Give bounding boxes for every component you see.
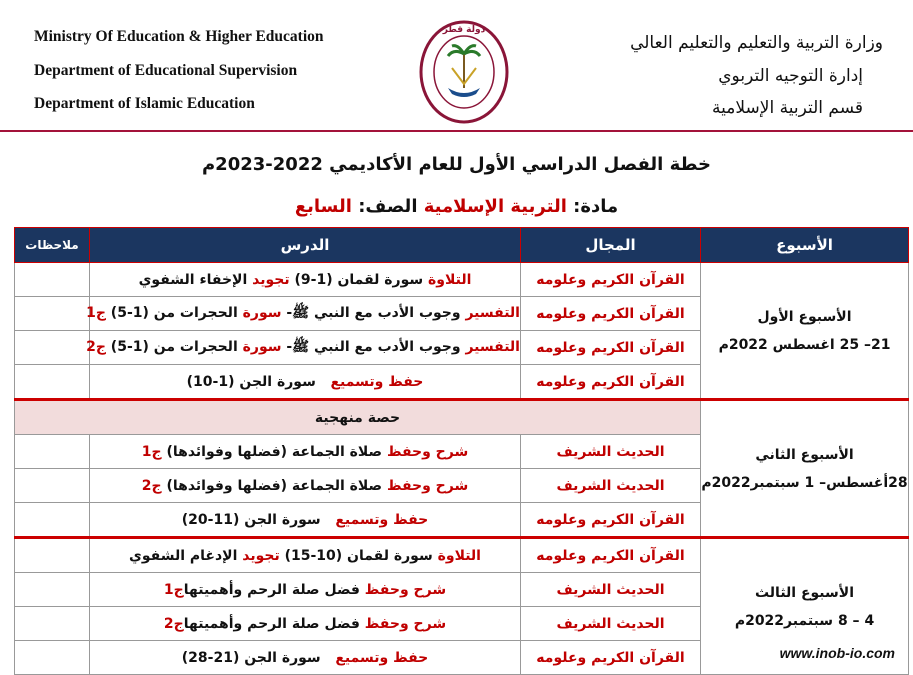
domain-cell: القرآن الكريم وعلومه [521, 263, 701, 297]
plan-table [14, 227, 909, 675]
domain-cell: القرآن الكريم وعلومه [521, 297, 701, 331]
lesson-cell [90, 538, 521, 573]
notes-cell[interactable] [15, 607, 90, 641]
lesson-segment: سورة [242, 338, 282, 355]
grade-label: الصف: [351, 196, 424, 217]
ministry-name-ar: وزارة التربية والتعليم والتعليم العالي [630, 33, 883, 53]
lesson-cell [90, 263, 521, 297]
lesson-cell [90, 503, 521, 538]
lesson-segment: تجويد [252, 271, 290, 288]
svg-text:دولة قطر: دولة قطر [442, 25, 486, 35]
lesson-cell [90, 365, 521, 400]
domain-cell: القرآن الكريم وعلومه [521, 503, 701, 538]
lesson-segment: ج2 [163, 615, 184, 632]
lesson-segment: وجوب الأدب مع النبي ﷺ- [281, 304, 466, 321]
banner-row [15, 400, 909, 435]
watermark: www.inob-io.com [779, 645, 895, 661]
plan-title: خطة الفصل الدراسي الأول للعام الأكاديمي 2022-2023م [201, 154, 712, 175]
subject-name: التربية الإسلامية [423, 196, 567, 217]
notes-cell[interactable] [15, 573, 90, 607]
banner-cell: حصة منهجية [15, 400, 701, 435]
lesson-cell [86, 331, 521, 365]
subject-label: مادة: [566, 196, 619, 217]
header-notes: ملاحظات [15, 228, 90, 263]
header-week: الأسبوع [701, 228, 909, 263]
header-divider [0, 130, 913, 132]
lesson-segment: الإخفاء الشفوي [138, 271, 253, 288]
ministry-name-en: Ministry Of Education & Higher Education [34, 28, 324, 45]
table-row [15, 263, 909, 297]
department-supervision-en: Department of Educational Supervision [34, 62, 298, 79]
lesson-segment: ج2 [141, 477, 162, 494]
lesson-cell [90, 607, 521, 641]
department-islamic-en: Department of Islamic Education [34, 95, 255, 112]
lesson-segment: سورة الجن (1-10) [186, 373, 331, 390]
notes-cell[interactable] [15, 331, 90, 365]
table-row [15, 538, 909, 573]
week-cell [701, 263, 909, 400]
notes-cell[interactable] [15, 435, 90, 469]
lesson-segment: سورة لقمان (1-9) [289, 271, 429, 288]
lesson-cell [90, 435, 521, 469]
lesson-segment: صلاة الجماعة (فضلها وفوائدها) [161, 443, 387, 460]
lesson-cell [90, 469, 521, 503]
notes-cell[interactable] [15, 297, 90, 331]
department-supervision-ar: إدارة التوجيه التربوي [718, 66, 863, 86]
lesson-segment: حفظ وتسميع [330, 373, 424, 390]
domain-cell: القرآن الكريم وعلومه [521, 365, 701, 400]
domain-cell: الحديث الشريف [521, 573, 701, 607]
lesson-segment: الحجرات من (1-5) [105, 338, 243, 355]
lesson-segment: ج2 [86, 338, 106, 355]
lesson-segment: التفسير [465, 304, 520, 321]
week-name: الأسبوع الأول [757, 308, 852, 325]
department-islamic-ar: قسم التربية الإسلامية [712, 98, 863, 118]
plan-table-body [15, 263, 909, 675]
lesson-segment: شرح وحفظ [386, 443, 469, 460]
notes-cell[interactable] [15, 503, 90, 538]
week-dates: 28أغسطس– 1 سبتمبر2022م [701, 474, 908, 491]
lesson-segment: الحجرات من (1-5) [105, 304, 243, 321]
lesson-segment: سورة الجن (21-28) [181, 649, 336, 666]
domain-cell: الحديث الشريف [521, 435, 701, 469]
domain-cell: القرآن الكريم وعلومه [521, 538, 701, 573]
lesson-segment: سورة لقمان (10-15) [279, 547, 438, 564]
lesson-segment: شرح وحفظ [364, 581, 447, 598]
lesson-cell [90, 573, 521, 607]
lesson-segment: ج1 [86, 304, 106, 321]
lesson-cell [90, 641, 521, 675]
header-lesson: الدرس [90, 228, 521, 263]
notes-cell[interactable] [15, 469, 90, 503]
notes-cell[interactable] [15, 538, 90, 573]
domain-cell: الحديث الشريف [521, 469, 701, 503]
lesson-segment: فضل صلة الرحم وأهميتها [183, 581, 365, 598]
lesson-segment: ج1 [141, 443, 162, 460]
domain-cell: القرآن الكريم وعلومه [521, 331, 701, 365]
header-domain: المجال [521, 228, 701, 263]
lesson-cell [86, 297, 521, 331]
lesson-segment: التلاوة [428, 271, 472, 288]
lesson-segment: حفظ وتسميع [335, 649, 429, 666]
domain-cell: القرآن الكريم وعلومه [521, 641, 701, 675]
lesson-segment: شرح وحفظ [386, 477, 469, 494]
lesson-segment: وجوب الأدب مع النبي ﷺ- [281, 338, 466, 355]
week-dates: 21– 25 اغسطس 2022م [718, 336, 891, 353]
lesson-segment: صلاة الجماعة (فضلها وفوائدها) [161, 477, 387, 494]
table-header-row [15, 228, 909, 263]
domain-cell: الحديث الشريف [521, 607, 701, 641]
week-name: الأسبوع الثالث [754, 584, 855, 601]
lesson-segment: الإدغام الشفوي [129, 547, 243, 564]
plan-subtitle [0, 196, 913, 217]
lesson-segment: ج1 [163, 581, 184, 598]
week-dates: 4 – 8 سبتمبر2022م [734, 612, 875, 629]
lesson-segment: التلاوة [437, 547, 481, 564]
lesson-segment: سورة [242, 304, 282, 321]
lesson-segment: تجويد [242, 547, 280, 564]
lesson-segment: حفظ وتسميع [335, 511, 429, 528]
lesson-segment: سورة الجن (11-20) [181, 511, 336, 528]
week-name: الأسبوع الثاني [755, 446, 854, 463]
grade-name: السابع [294, 196, 352, 217]
lesson-segment: فضل صلة الرحم وأهميتها [183, 615, 365, 632]
notes-cell[interactable] [15, 263, 90, 297]
lesson-segment: شرح وحفظ [364, 615, 447, 632]
week-cell [701, 400, 909, 538]
notes-cell[interactable] [15, 365, 90, 400]
lesson-segment: التفسير [465, 338, 520, 355]
qatar-ministry-logo [418, 18, 510, 126]
notes-cell[interactable] [15, 641, 90, 675]
